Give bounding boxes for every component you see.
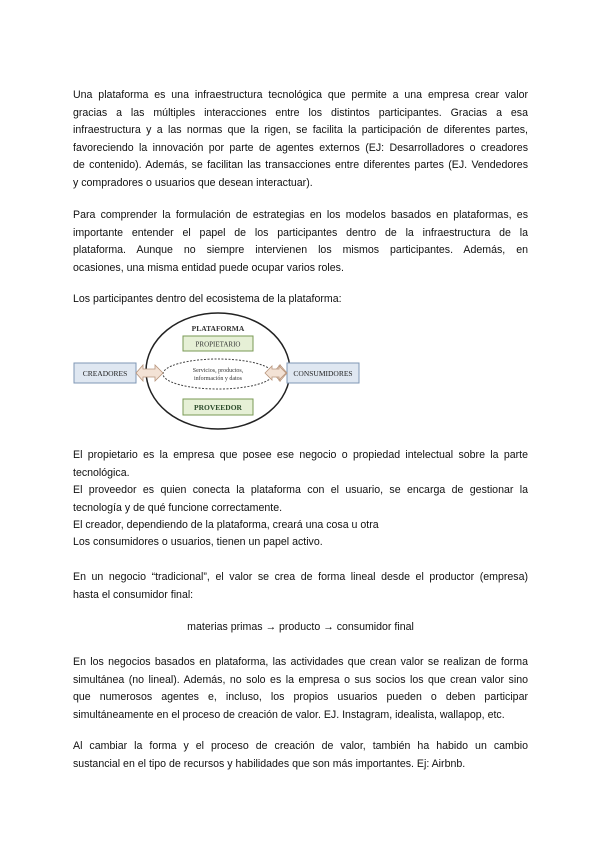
text-line: de contenido). Además, se facilitan las transacciones entre diferentes partes (EJ. Vendedores bbox=[73, 159, 528, 172]
center-ellipse bbox=[163, 359, 273, 389]
provider-label: PROVEEDOR bbox=[194, 403, 242, 412]
center-text-line-2: información y datos bbox=[194, 376, 242, 382]
platform-label: PLATAFORMA bbox=[191, 324, 245, 333]
text-line: hasta el consumidor final: bbox=[73, 588, 194, 601]
text-line: Para comprender la formulación de estrategias en los modelos basados en plataformas, es bbox=[73, 209, 528, 221]
text-line: Al cambiar la forma y el proceso de creación de valor, también ha habido un cambio bbox=[73, 740, 528, 752]
text-line: El proveedor es quien conecta la plataforma con el usuario, se encarga de gestionar la bbox=[73, 484, 528, 496]
text-line: El propietario es la empresa que posee ese negocio o propiedad intelectual sobre la parte bbox=[73, 449, 528, 461]
text-line: gracias a las múltiples interacciones entre los distintos participantes. Gracias a esa bbox=[73, 106, 528, 119]
text-line: Los participantes dentro del ecosistema de la plataforma: bbox=[73, 293, 342, 305]
text-line: tecnología y de qué funcione correctamente. bbox=[73, 501, 283, 514]
paragraph-platform-definition bbox=[73, 87, 528, 193]
paragraph-creator bbox=[73, 517, 528, 535]
text-line: Una plataforma es una infraestructura tecnológica que permite a una empresa crear valor bbox=[73, 89, 528, 101]
text-line: simultánea (no lineal). Además, no solo es la empresa o sus socios los que crean valor sino bbox=[73, 673, 528, 686]
text-line: El creador, dependiendo de la plataforma, creará una cosa u otra bbox=[73, 519, 379, 531]
text-line: infraestructura y a las normas que la rigen, se facilita la participación de diferentes partes, bbox=[73, 124, 528, 137]
text-line: importante entender el papel de los participantes dentro de la infraestructura de la bbox=[73, 226, 528, 239]
linear-value-formula: materias primas → producto → consumidor final bbox=[187, 621, 414, 633]
paragraph-provider bbox=[73, 482, 528, 517]
text-line: En los negocios basados en plataforma, las actividades que crean valor se realizan de forma bbox=[73, 656, 528, 668]
text-line: y compradores o usuarios que desean interactuar). bbox=[73, 176, 313, 189]
text-line: simultáneamente en el proceso de creación de valor. EJ. Instagram, idealista, wallapop, etc. bbox=[73, 708, 505, 721]
text-line: favoreciendo la innovación por parte de agentes externos (EJ: Desarrolladores o creadores bbox=[73, 141, 528, 154]
text-line: plataforma. Aunque no siempre intervienen los mismos participantes. Además, en bbox=[73, 244, 528, 257]
text-line: ocasiones, una misma entidad puede ocupar varios roles. bbox=[73, 261, 344, 274]
text-line: tecnológica. bbox=[73, 466, 130, 479]
text-line: Los consumidores o usuarios, tienen un papel activo. bbox=[73, 536, 323, 548]
creators-label: CREADORES bbox=[82, 369, 128, 378]
platform-ecosystem-diagram bbox=[73, 311, 363, 431]
paragraph-owner bbox=[73, 447, 528, 482]
paragraph-strategy bbox=[73, 207, 528, 277]
text-line: que numerosos agentes e, incluso, los propios usuarios pueden o deben participar bbox=[73, 691, 528, 704]
paragraph-resources-change bbox=[73, 738, 528, 773]
paragraph-consumers bbox=[73, 534, 528, 552]
text-line: En un negocio “tradicional”, el valor se crea de forma lineal desde el productor (empresa) bbox=[73, 571, 528, 583]
consumers-label: CONSUMIDORES bbox=[293, 369, 353, 378]
paragraph-participants-intro bbox=[73, 291, 528, 309]
owner-label: PROPIETARIO bbox=[195, 340, 241, 349]
text-line: sustancial en el tipo de recursos y habilidades que son más importantes. Ej: Airbnb. bbox=[73, 757, 466, 770]
paragraph-traditional-business bbox=[73, 569, 528, 604]
center-text-line-1: Servicios, productos, bbox=[192, 368, 244, 374]
paragraph-platform-business bbox=[73, 654, 528, 724]
